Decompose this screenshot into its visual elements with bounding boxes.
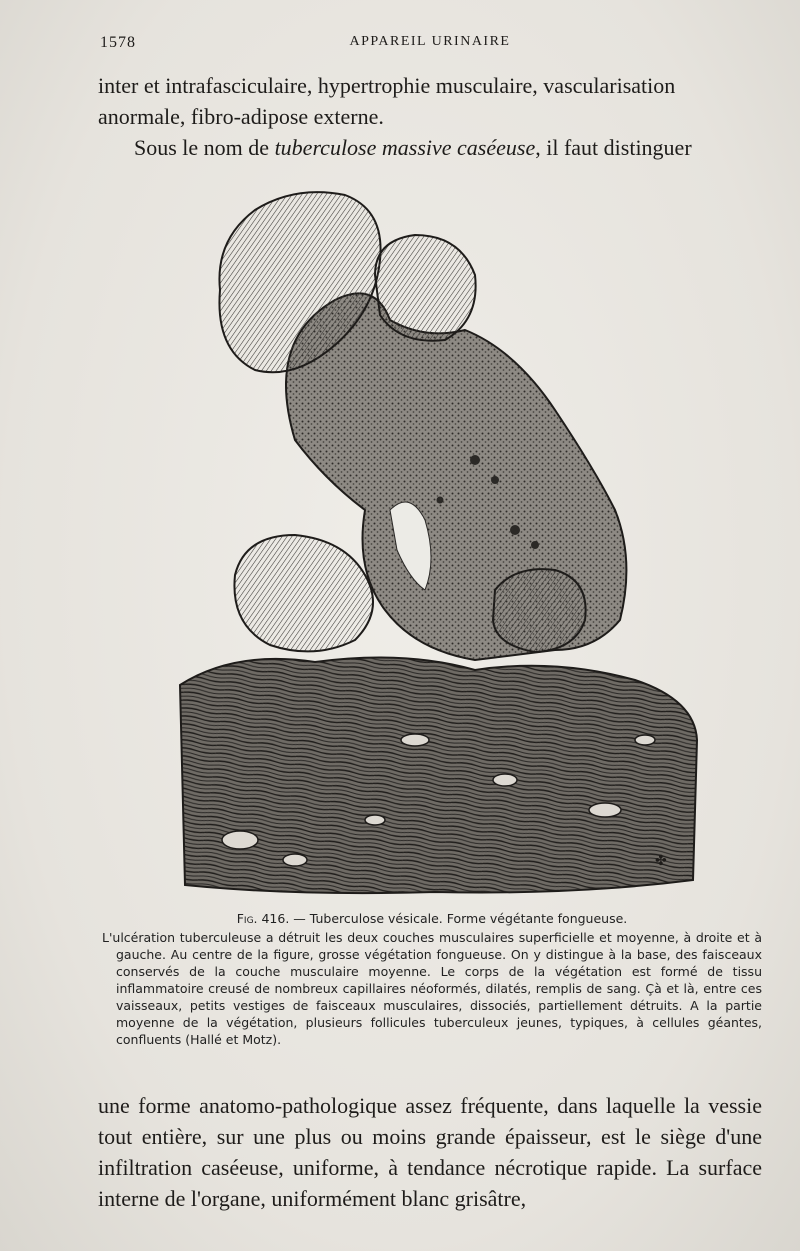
text-line-3 (98, 132, 762, 163)
text-line-3-italic: tuberculose massive caséeuse (274, 135, 536, 160)
page-header (100, 30, 760, 54)
muscular-base-layer (180, 658, 697, 894)
caption-body: L'ulcération tuberculeuse a détruit les deux couches musculaires superficielle et moyenne, à droite et à gauche. Au centre de la figure, grosse végétation fongueuse. On y distingue à la base, des faisceaux conservés de la couche musculaire moyenne. Le corps de la végétation est formé de tissu inflammatoire creusé de nombreux capillaires néoformés, dilatés, remplis de sang. Çà et là, entre ces vaisseaux, petits vestiges de faisceaux musculaires, dissociés, partiellement détruits. A la partie moyenne de la végétation, plusieurs follicules tuberculeux jeunes, typiques, à cellules géantes, confluents (Hallé et Motz). (102, 930, 762, 1047)
figure-caption (102, 910, 762, 1048)
text-line-3-end: , il faut distinguer (535, 135, 692, 160)
bottom-paragraph-text: une forme anatomo-pathologique assez fréquente, dans laquelle la vessie tout entière, sur une plus ou moins grande épaisseur, est le siège d'une infiltration caséeuse, uniforme, à tendance nécrotique rapide. La surface interne de l'organe, uniformément blanc grisâtre, (98, 1093, 762, 1211)
caption-title (102, 910, 762, 927)
page-number: 1578 (100, 34, 136, 51)
text-line-2: anormale, fibro-adipose externe. (98, 104, 384, 129)
lower-right-lobe (493, 569, 586, 652)
bottom-paragraph (98, 1090, 762, 1214)
histology-figure (175, 180, 700, 900)
lower-left-lobe (234, 535, 373, 651)
caption-heading: — Tuberculose vésicale. Forme végétante fongueuse. (289, 911, 628, 926)
upper-middle-lobe (375, 235, 476, 341)
figure-label: Fig. 416. (236, 911, 290, 926)
engraver-mark: ✤ (655, 853, 667, 869)
running-head: APPAREIL URINAIRE (349, 34, 511, 49)
text-line-3-start: Sous le nom de (134, 135, 275, 160)
text-line-1: inter et intrafasciculaire, hypertrophie musculaire, vascularisation (98, 73, 676, 98)
top-paragraph (98, 70, 762, 163)
histology-engraving-icon (175, 180, 700, 900)
